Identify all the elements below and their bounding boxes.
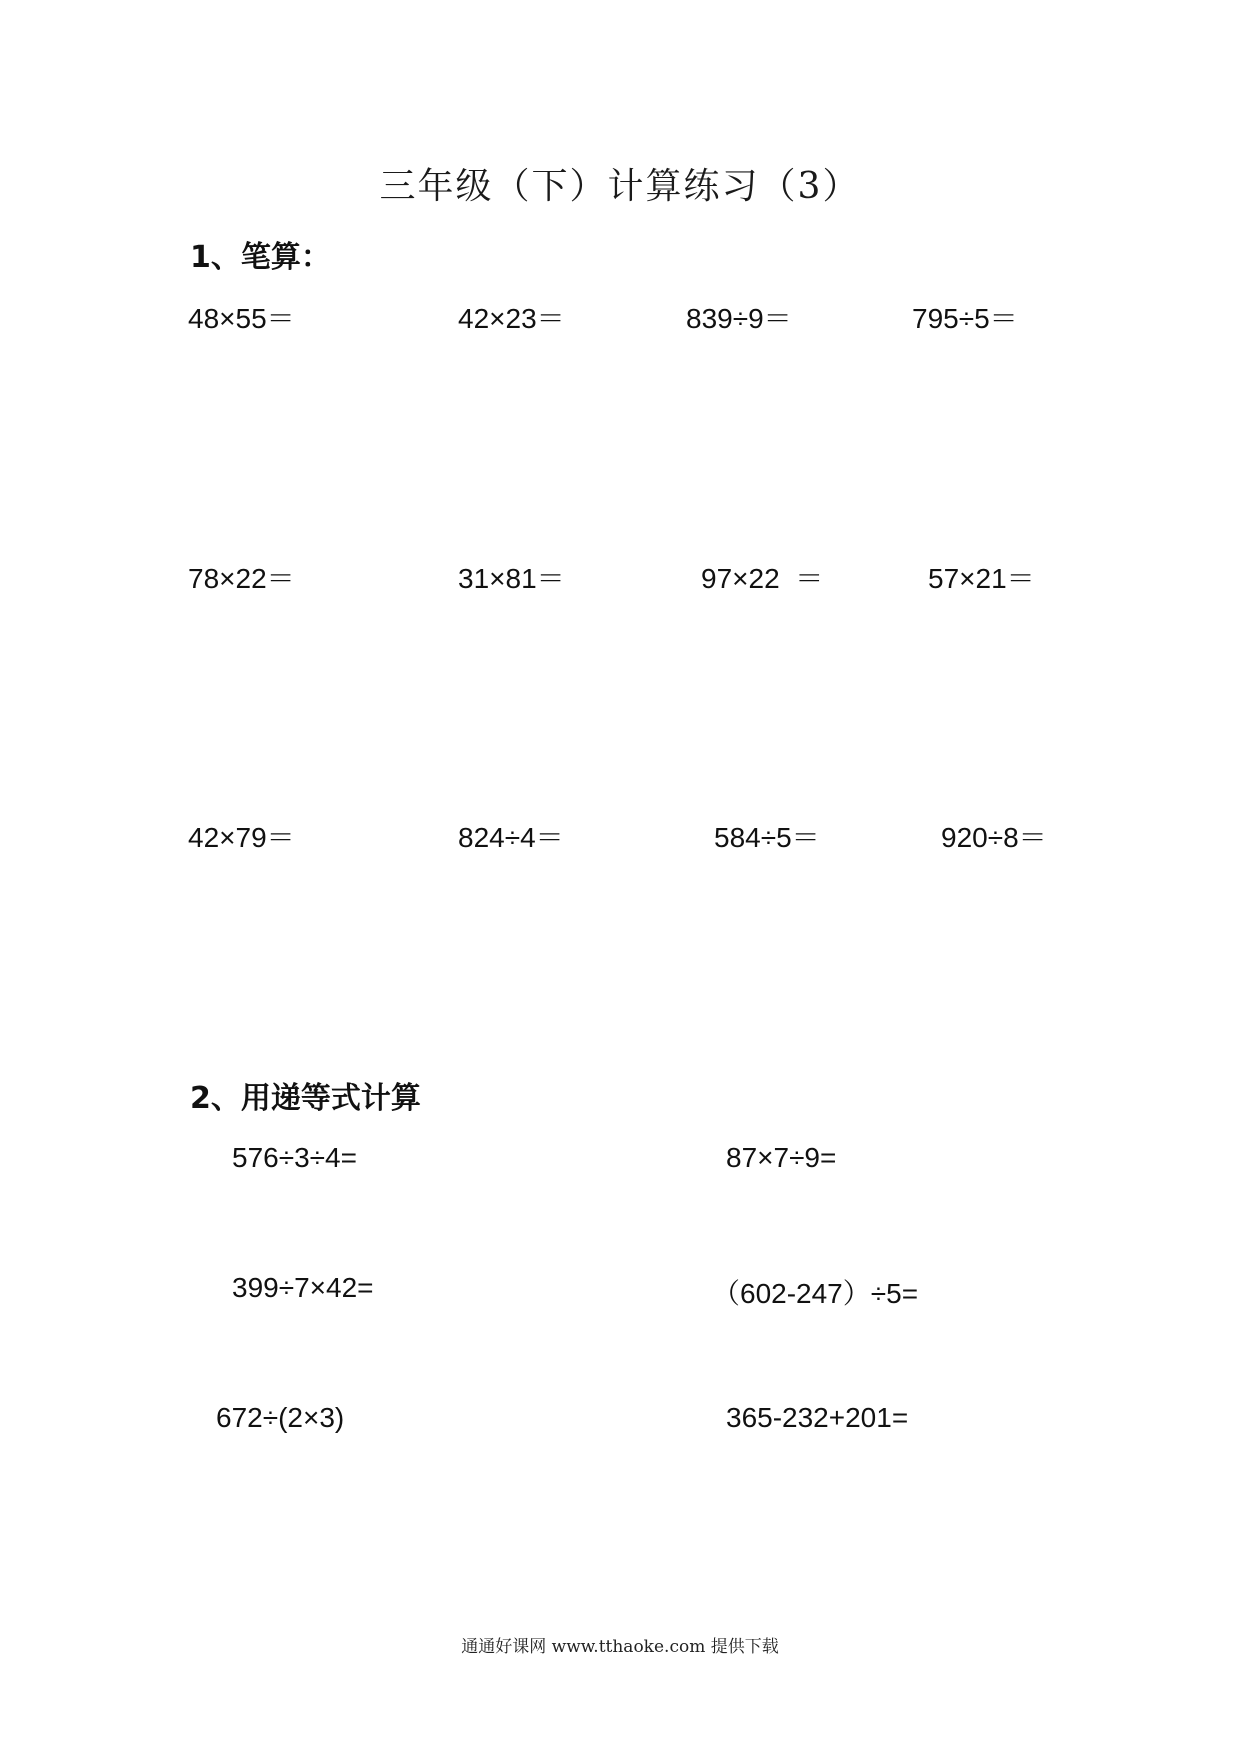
problem-item: 399÷7×42= (232, 1272, 374, 1303)
problem-item: 42×23＝ (458, 303, 565, 334)
problem-item: 78×22＝ (188, 563, 295, 594)
problem-item: 97×22 ＝ (701, 563, 824, 594)
problem-item: （602-247）÷5= (712, 1278, 919, 1309)
problem-item: 365-232+201= (726, 1402, 909, 1433)
problem-item: 795÷5＝ (912, 303, 1018, 334)
problem-item: 31×81＝ (458, 563, 565, 594)
problem-item: 57×21＝ (928, 563, 1035, 594)
problem-item: 42×79＝ (188, 822, 295, 853)
section-heading-written-calculation: 1、笔算： (190, 240, 331, 275)
problem-item: 920÷8＝ (941, 822, 1047, 853)
problem-item: 48×55＝ (188, 303, 295, 334)
footer-source-note: 通通好课网 www.tthaoke.com 提供下载 (461, 1637, 779, 1657)
problem-item: 576÷3÷4= (232, 1142, 357, 1173)
problem-item: 839÷9＝ (686, 303, 792, 334)
section-heading-step-calculation: 2、用递等式计算 (190, 1081, 421, 1116)
page-title: 三年级（下）计算练习（3） (379, 166, 861, 207)
problem-item: 584÷5＝ (714, 822, 820, 853)
problem-item: 672÷(2×3) (216, 1402, 345, 1433)
problem-item: 87×7÷9= (726, 1142, 837, 1173)
problem-item: 824÷4＝ (458, 822, 564, 853)
